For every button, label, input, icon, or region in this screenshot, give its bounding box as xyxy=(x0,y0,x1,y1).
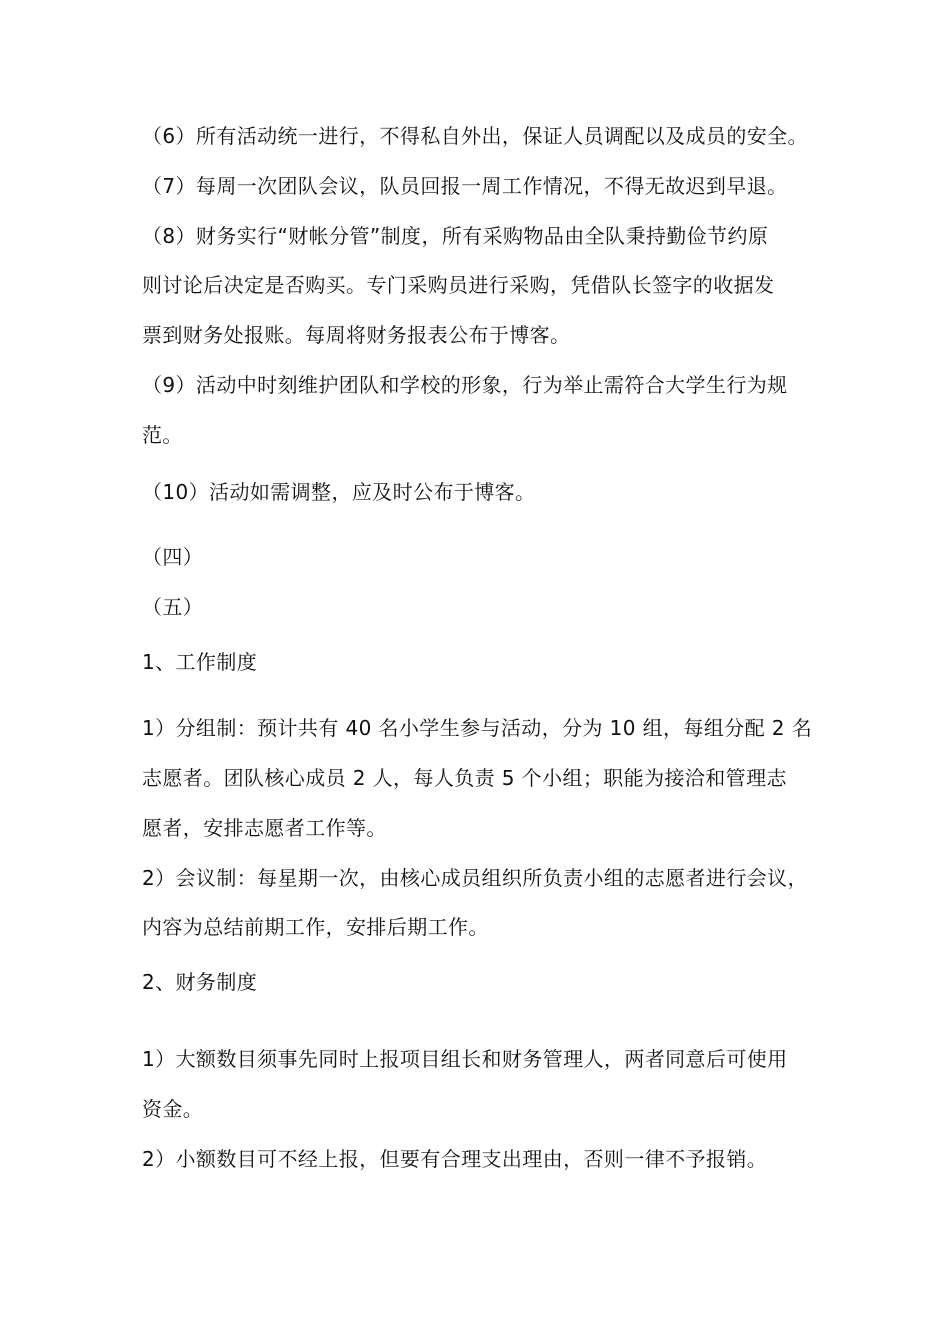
rule-item-9-line-1: （9）活动中时刻维护团队和学校的形象，行为举止需符合大学生行为规 xyxy=(142,373,788,397)
work-system-heading: 1、工作制度 xyxy=(142,650,258,674)
finance-system-heading: 2、财务制度 xyxy=(142,970,258,994)
rule-item-9-line-2: 范。 xyxy=(142,423,183,447)
rule-item-8-line-1: （8）财务实行“财帐分管”制度，所有采购物品由全队秉持勤俭节约原 xyxy=(142,224,769,248)
work-item-1-line-2: 志愿者。团队核心成员 2 人，每人负责 5 个小组；职能为接洽和管理志 xyxy=(142,766,787,790)
rule-item-8-line-2: 则讨论后决定是否购买。专门采购员进行采购，凭借队长签字的收据发 xyxy=(142,273,775,297)
work-item-2-line-2: 内容为总结前期工作，安排后期工作。 xyxy=(142,915,489,939)
rule-item-8-line-3: 票到财务处报账。每周将财务报表公布于博客。 xyxy=(142,323,571,347)
work-item-1-line-1: 1）分组制：预计共有 40 名小学生参与活动，分为 10 组，每组分配 2 名 xyxy=(142,716,813,740)
rule-item-6: （6）所有活动统一进行，不得私自外出，保证人员调配以及成员的安全。 xyxy=(142,124,808,148)
finance-item-1-line-1: 1）大额数目须事先同时上报项目组长和财务管理人，两者同意后可使用 xyxy=(142,1047,788,1071)
rule-item-10: （10）活动如需调整，应及时公布于博客。 xyxy=(142,480,536,504)
rule-item-7: （7）每周一次团队会议，队员回报一周工作情况，不得无故迟到早退。 xyxy=(142,174,788,198)
work-item-2-line-1: 2）会议制：每星期一次，由核心成员组织所负责小组的志愿者进行会议， xyxy=(142,866,808,890)
work-item-1-line-3: 愿者，安排志愿者工作等。 xyxy=(142,816,387,840)
finance-item-2: 2）小额数目可不经上报，但要有合理支出理由，否则一律不予报销。 xyxy=(142,1147,768,1171)
section-four-heading: （四） xyxy=(142,545,204,569)
section-five-heading: （五） xyxy=(142,595,204,619)
finance-item-1-line-2: 资金。 xyxy=(142,1097,204,1121)
